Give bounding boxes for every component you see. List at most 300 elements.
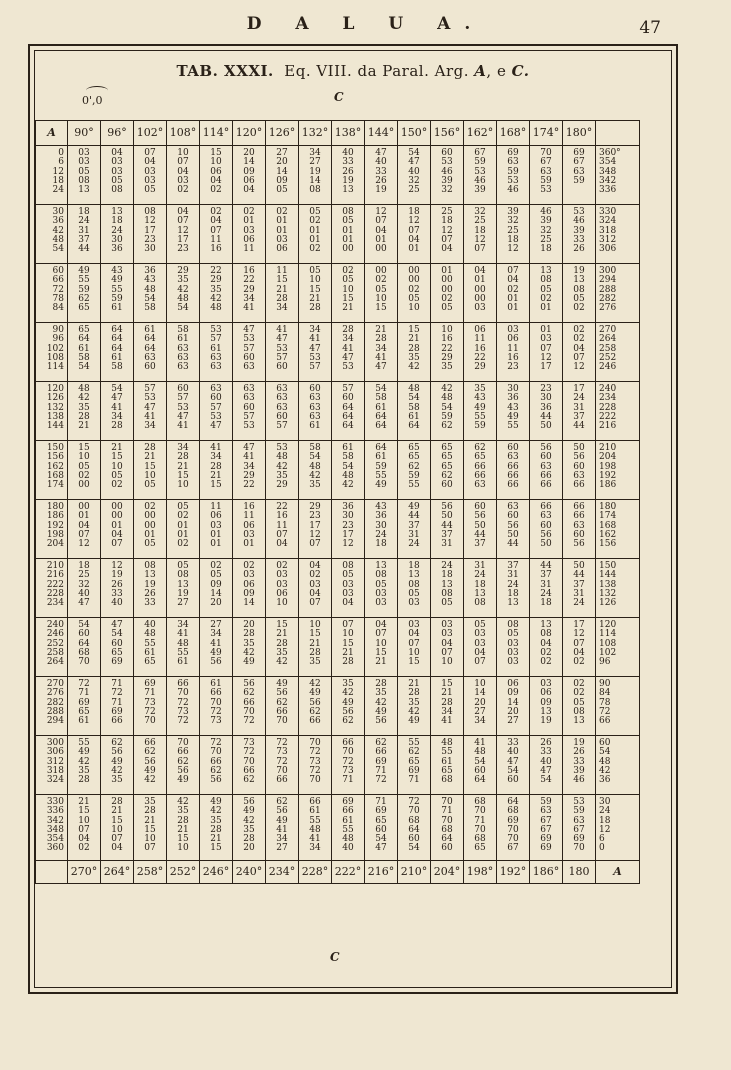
right-argument-value: 312 bbox=[599, 234, 617, 245]
table-value: 06 bbox=[210, 166, 222, 177]
table-value: 40 bbox=[342, 843, 354, 854]
table-value: 63 bbox=[573, 470, 585, 481]
value-cell bbox=[101, 382, 134, 441]
table-value: 04 bbox=[573, 647, 585, 658]
value-cell bbox=[431, 382, 464, 441]
table-value: 04 bbox=[177, 207, 189, 217]
table-value: 08 bbox=[342, 207, 354, 217]
table-value: 00 bbox=[111, 502, 123, 512]
table-value: 28 bbox=[111, 421, 123, 432]
right-argument-cell bbox=[596, 618, 640, 677]
left-argument-value: 342 bbox=[46, 815, 64, 826]
value-cell bbox=[233, 323, 266, 382]
table-value: 35 bbox=[78, 402, 90, 413]
value-cell bbox=[365, 500, 398, 559]
right-argument-value: 354 bbox=[599, 157, 617, 168]
table-value: 49 bbox=[111, 756, 123, 767]
table-value: 13 bbox=[177, 579, 189, 590]
table-value: 66 bbox=[540, 502, 552, 512]
table-value: 13 bbox=[573, 716, 585, 727]
value-cell bbox=[101, 500, 134, 559]
table-value: 35 bbox=[276, 647, 288, 658]
table-value: 69 bbox=[507, 815, 519, 826]
value-cell bbox=[563, 146, 596, 205]
value-cell bbox=[497, 618, 530, 677]
table-value: 60 bbox=[243, 402, 255, 413]
table-value: 31 bbox=[573, 588, 585, 599]
table-value: 54 bbox=[408, 843, 420, 854]
table-value: 54 bbox=[78, 362, 90, 373]
table-value: 17 bbox=[309, 520, 321, 531]
table-value: 18 bbox=[474, 579, 486, 590]
table-value: 66 bbox=[342, 806, 354, 817]
header-column: 174° bbox=[530, 121, 563, 146]
table-value: 60 bbox=[441, 148, 453, 158]
table-value: 72 bbox=[309, 747, 321, 758]
table-value: 55 bbox=[408, 480, 420, 491]
table-value: 02 bbox=[177, 539, 189, 550]
table-value: 37 bbox=[573, 579, 585, 590]
table-value: 22 bbox=[243, 275, 255, 286]
table-value: 49 bbox=[408, 502, 420, 512]
table-value: 04 bbox=[144, 157, 156, 168]
table-value: 54 bbox=[309, 452, 321, 463]
table-value: 34 bbox=[309, 843, 321, 854]
table-value: 64 bbox=[375, 421, 387, 432]
table-value: 10 bbox=[408, 647, 420, 658]
value-cell bbox=[398, 677, 431, 736]
table-value: 58 bbox=[309, 443, 321, 453]
table-value: 69 bbox=[573, 834, 585, 845]
value-cell bbox=[398, 323, 431, 382]
value-cell bbox=[134, 795, 167, 861]
table-value: 68 bbox=[78, 647, 90, 658]
value-cell bbox=[563, 323, 596, 382]
value-cell bbox=[167, 736, 200, 795]
table-value: 53 bbox=[144, 393, 156, 404]
table-value: 53 bbox=[276, 343, 288, 354]
value-cell bbox=[365, 205, 398, 264]
value-cell bbox=[299, 441, 332, 500]
right-argument-value: 258 bbox=[599, 343, 617, 354]
table-value: 66 bbox=[309, 797, 321, 807]
table-value: 43 bbox=[507, 402, 519, 413]
table-value: 14 bbox=[309, 175, 321, 186]
table-value: 66 bbox=[243, 697, 255, 708]
table-value: 66 bbox=[144, 738, 156, 748]
table-value: 70 bbox=[507, 834, 519, 845]
table-value: 28 bbox=[210, 824, 222, 835]
table-value: 49 bbox=[111, 275, 123, 286]
table-value: 58 bbox=[78, 352, 90, 363]
value-cell bbox=[167, 795, 200, 861]
table-value: 63 bbox=[276, 402, 288, 413]
table-value: 06 bbox=[540, 688, 552, 699]
right-argument-value: 138 bbox=[599, 579, 617, 590]
table-value: 09 bbox=[243, 588, 255, 599]
table-value: 57 bbox=[276, 352, 288, 363]
table-value: 62 bbox=[243, 775, 255, 786]
table-value: 04 bbox=[375, 620, 387, 630]
table-value: 07 bbox=[144, 148, 156, 158]
value-cell bbox=[233, 618, 266, 677]
table-value: 44 bbox=[573, 421, 585, 432]
value-cell bbox=[299, 618, 332, 677]
value-cell bbox=[266, 677, 299, 736]
table-value: 11 bbox=[276, 520, 288, 531]
table-value: 05 bbox=[144, 185, 156, 196]
left-argument-value: 288 bbox=[46, 706, 64, 717]
table-value: 53 bbox=[441, 157, 453, 168]
table-value: 13 bbox=[474, 588, 486, 599]
table-value: 63 bbox=[210, 362, 222, 373]
table-value: 03 bbox=[507, 638, 519, 649]
table-value: 10 bbox=[309, 275, 321, 286]
value-cell bbox=[134, 205, 167, 264]
left-argument-value: 114 bbox=[46, 362, 64, 373]
table-value: 59 bbox=[507, 166, 519, 177]
table-value: 07 bbox=[540, 343, 552, 354]
table-value: 48 bbox=[144, 629, 156, 640]
table-value: 36 bbox=[144, 266, 156, 276]
value-cell bbox=[167, 146, 200, 205]
value-cell bbox=[332, 205, 365, 264]
table-value: 05 bbox=[540, 284, 552, 295]
table-value: 33 bbox=[342, 157, 354, 168]
table-value: 63 bbox=[276, 384, 288, 394]
table-value: 02 bbox=[540, 657, 552, 668]
value-cell bbox=[563, 264, 596, 323]
table-value: 24 bbox=[111, 225, 123, 236]
table-value: 15 bbox=[210, 148, 222, 158]
left-argument-value: 282 bbox=[46, 697, 64, 708]
left-argument-value: 210 bbox=[46, 561, 64, 571]
table-value: 02 bbox=[375, 275, 387, 286]
table-value: 53 bbox=[573, 797, 585, 807]
table-value: 58 bbox=[375, 393, 387, 404]
value-cell bbox=[299, 382, 332, 441]
table-value: 56 bbox=[243, 679, 255, 689]
table-value: 04 bbox=[276, 539, 288, 550]
value-cell bbox=[101, 441, 134, 500]
table-value: 14 bbox=[243, 157, 255, 168]
table-value: 70 bbox=[441, 815, 453, 826]
table-value: 70 bbox=[276, 716, 288, 727]
table-value: 62 bbox=[441, 421, 453, 432]
value-cell bbox=[530, 441, 563, 500]
table-value: 62 bbox=[408, 747, 420, 758]
table-value: 33 bbox=[507, 738, 519, 748]
header-column: 108° bbox=[167, 121, 200, 146]
table-value: 35 bbox=[243, 824, 255, 835]
table-value: 48 bbox=[309, 824, 321, 835]
table-value: 58 bbox=[342, 452, 354, 463]
left-argument-value: 96 bbox=[52, 334, 64, 345]
table-value: 06 bbox=[243, 579, 255, 590]
table-value: 61 bbox=[78, 343, 90, 354]
table-value: 41 bbox=[177, 629, 189, 640]
right-argument-value: 78 bbox=[599, 697, 611, 708]
value-cell bbox=[398, 146, 431, 205]
table-value: 17 bbox=[342, 529, 354, 540]
table-value: 03 bbox=[243, 570, 255, 581]
table-value: 29 bbox=[243, 470, 255, 481]
table-value: 23 bbox=[540, 384, 552, 394]
value-cell bbox=[200, 559, 233, 618]
table-value: 05 bbox=[342, 570, 354, 581]
table-value: 11 bbox=[276, 266, 288, 276]
table-value: 61 bbox=[210, 343, 222, 354]
left-argument-value: 234 bbox=[46, 598, 64, 609]
left-argument-cell bbox=[36, 795, 68, 861]
table-value: 47 bbox=[375, 148, 387, 158]
table-value: 15 bbox=[342, 638, 354, 649]
table-value: 00 bbox=[375, 266, 387, 276]
table-value: 21 bbox=[177, 824, 189, 835]
table-value: 66 bbox=[540, 480, 552, 491]
table-value: 04 bbox=[474, 647, 486, 658]
table-value: 01 bbox=[540, 303, 552, 314]
value-cell bbox=[68, 618, 101, 677]
table-value: 37 bbox=[408, 520, 420, 531]
table-value: 10 bbox=[78, 815, 90, 826]
left-argument-value: 264 bbox=[46, 657, 64, 668]
table-value: 62 bbox=[375, 738, 387, 748]
table-value: 34 bbox=[144, 421, 156, 432]
table-value: 02 bbox=[309, 570, 321, 581]
table-value: 60 bbox=[573, 461, 585, 472]
table-value: 44 bbox=[474, 529, 486, 540]
table-value: 03 bbox=[144, 166, 156, 177]
table-value: 66 bbox=[573, 511, 585, 522]
table-value: 71 bbox=[342, 775, 354, 786]
table-value: 66 bbox=[177, 747, 189, 758]
value-cell bbox=[266, 441, 299, 500]
table-value: 27 bbox=[309, 157, 321, 168]
table-value: 06 bbox=[210, 511, 222, 522]
value-cell bbox=[134, 146, 167, 205]
table-value: 72 bbox=[342, 756, 354, 767]
right-argument-value: 96 bbox=[599, 657, 611, 668]
value-cell bbox=[200, 677, 233, 736]
value-cell bbox=[530, 500, 563, 559]
right-argument-value: 30 bbox=[599, 797, 611, 807]
value-cell bbox=[530, 205, 563, 264]
table-value: 01 bbox=[144, 529, 156, 540]
table-value: 64 bbox=[507, 797, 519, 807]
table-value: 02 bbox=[78, 470, 90, 481]
table-value: 67 bbox=[540, 157, 552, 168]
table-value: 03 bbox=[507, 325, 519, 335]
left-argument-value: 90 bbox=[52, 325, 64, 335]
table-value: 22 bbox=[474, 352, 486, 363]
left-argument-value: 54 bbox=[52, 244, 64, 255]
value-cell bbox=[497, 264, 530, 323]
table-value: 55 bbox=[342, 824, 354, 835]
table-value: 02 bbox=[276, 561, 288, 571]
value-cell bbox=[365, 736, 398, 795]
table-value: 31 bbox=[540, 579, 552, 590]
table-value: 54 bbox=[507, 765, 519, 776]
table-value: 08 bbox=[78, 175, 90, 186]
value-cell bbox=[299, 500, 332, 559]
table-value: 64 bbox=[375, 443, 387, 453]
table-value: 35 bbox=[78, 765, 90, 776]
table-value: 05 bbox=[375, 579, 387, 590]
table-value: 56 bbox=[342, 706, 354, 717]
table-value: 72 bbox=[276, 756, 288, 767]
table-value: 56 bbox=[375, 716, 387, 727]
value-cell bbox=[68, 264, 101, 323]
table-value: 54 bbox=[441, 402, 453, 413]
table-value: 60 bbox=[540, 520, 552, 531]
table-value: 12 bbox=[573, 362, 585, 373]
table-value: 01 bbox=[78, 511, 90, 522]
table-value: 12 bbox=[309, 529, 321, 540]
table-value: 15 bbox=[144, 461, 156, 472]
table-value: 24 bbox=[375, 529, 387, 540]
table-value: 12 bbox=[144, 216, 156, 227]
table-value: 28 bbox=[243, 629, 255, 640]
table-value: 49 bbox=[243, 806, 255, 817]
table-value: 21 bbox=[78, 797, 90, 807]
value-cell bbox=[431, 323, 464, 382]
table-value: 26 bbox=[111, 579, 123, 590]
table-value: 69 bbox=[375, 756, 387, 767]
table-value: 01 bbox=[309, 234, 321, 245]
value-cell bbox=[299, 264, 332, 323]
table-value: 60 bbox=[507, 443, 519, 453]
right-argument-value: 66 bbox=[599, 716, 611, 727]
value-cell bbox=[332, 264, 365, 323]
table-value: 19 bbox=[309, 166, 321, 177]
value-cell bbox=[299, 146, 332, 205]
right-argument-value: 36 bbox=[599, 775, 611, 786]
table-value: 01 bbox=[243, 539, 255, 550]
value-cell bbox=[365, 795, 398, 861]
table-value: 49 bbox=[342, 697, 354, 708]
table-value: 54 bbox=[474, 756, 486, 767]
page-number: 47 bbox=[639, 18, 661, 38]
table-value: 12 bbox=[474, 234, 486, 245]
header-column: 102° bbox=[134, 121, 167, 146]
table-value: 62 bbox=[474, 443, 486, 453]
table-value: 07 bbox=[177, 157, 189, 168]
table-value: 03 bbox=[276, 570, 288, 581]
table-value: 61 bbox=[441, 756, 453, 767]
value-cell bbox=[365, 382, 398, 441]
footer-column: 258° bbox=[134, 861, 167, 884]
table-value: 10 bbox=[177, 148, 189, 158]
table-value: 19 bbox=[573, 266, 585, 276]
table-value: 02 bbox=[441, 293, 453, 304]
left-argument-value: 180 bbox=[46, 502, 64, 512]
table-value: 40 bbox=[375, 157, 387, 168]
table-value: 04 bbox=[441, 638, 453, 649]
value-cell bbox=[266, 264, 299, 323]
header-column: 138° bbox=[332, 121, 365, 146]
running-head: D A L U A. bbox=[246, 14, 485, 34]
table-value: 02 bbox=[210, 561, 222, 571]
table-value: 64 bbox=[342, 402, 354, 413]
table-value: 04 bbox=[210, 216, 222, 227]
table-value: 28 bbox=[408, 688, 420, 699]
table-value: 10 bbox=[177, 843, 189, 854]
table-value: 70 bbox=[276, 765, 288, 776]
value-cell bbox=[266, 382, 299, 441]
left-argument-value: 132 bbox=[46, 402, 64, 413]
table-value: 50 bbox=[441, 511, 453, 522]
table-value: 55 bbox=[408, 738, 420, 748]
table-value: 04 bbox=[408, 629, 420, 640]
table-value: 01 bbox=[210, 529, 222, 540]
right-argument-value: 318 bbox=[599, 225, 617, 236]
table-value: 66 bbox=[276, 706, 288, 717]
table-value: 11 bbox=[243, 244, 255, 255]
table-value: 56 bbox=[276, 688, 288, 699]
table-value: 34 bbox=[210, 629, 222, 640]
table-value: 00 bbox=[78, 502, 90, 512]
table-value: 09 bbox=[507, 688, 519, 699]
table-value: 03 bbox=[408, 620, 420, 630]
value-cell bbox=[431, 795, 464, 861]
table-value: 60 bbox=[342, 393, 354, 404]
left-argument-value: 270 bbox=[46, 679, 64, 689]
table-value: 56 bbox=[573, 452, 585, 463]
value-cell bbox=[530, 559, 563, 618]
table-value: 10 bbox=[408, 303, 420, 314]
table-value: 59 bbox=[375, 461, 387, 472]
table-value: 49 bbox=[474, 402, 486, 413]
table-value: 28 bbox=[408, 343, 420, 354]
table-value: 67 bbox=[474, 148, 486, 158]
table-value: 39 bbox=[441, 175, 453, 186]
value-cell bbox=[530, 382, 563, 441]
table-value: 05 bbox=[111, 470, 123, 481]
table-value: 66 bbox=[111, 716, 123, 727]
table-value: 18 bbox=[540, 244, 552, 255]
table-value: 42 bbox=[441, 384, 453, 394]
value-cell bbox=[332, 500, 365, 559]
table-value: 02 bbox=[78, 843, 90, 854]
table-value: 28 bbox=[78, 411, 90, 422]
table-value: 63 bbox=[243, 393, 255, 404]
left-argument-value: 240 bbox=[46, 620, 64, 630]
left-argument-value: 0 bbox=[58, 148, 64, 158]
value-cell bbox=[299, 677, 332, 736]
table-value: 28 bbox=[111, 797, 123, 807]
table-value: 41 bbox=[474, 738, 486, 748]
table-value: 02 bbox=[540, 293, 552, 304]
right-argument-cell bbox=[596, 323, 640, 382]
table-value: 42 bbox=[342, 688, 354, 699]
table-value: 72 bbox=[210, 706, 222, 717]
table-value: 04 bbox=[111, 843, 123, 854]
table-value: 34 bbox=[243, 293, 255, 304]
left-argument-cell bbox=[36, 205, 68, 264]
value-cell bbox=[464, 146, 497, 205]
value-cell bbox=[167, 441, 200, 500]
value-cell bbox=[266, 559, 299, 618]
table-value: 15 bbox=[78, 806, 90, 817]
table-value: 22 bbox=[276, 502, 288, 512]
table-value: 50 bbox=[540, 421, 552, 432]
table-value: 73 bbox=[342, 765, 354, 776]
value-cell bbox=[464, 736, 497, 795]
table-value: 48 bbox=[474, 747, 486, 758]
table-value: 07 bbox=[375, 216, 387, 227]
table-value: 11 bbox=[474, 334, 486, 345]
